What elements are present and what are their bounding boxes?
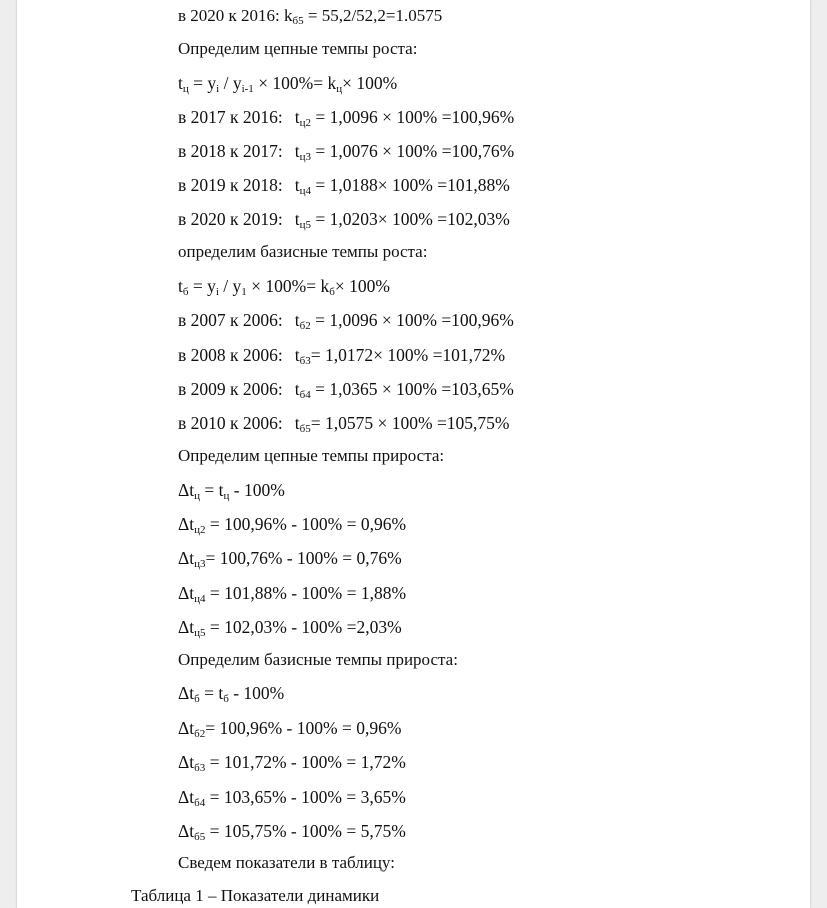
formula-line: в 2019 к 2018: $t_{ц4} = 1,0188\times 100\% =101,88\%$: [178, 175, 510, 197]
formula-line: в 2020 к 2019: $t_{ц5} = 1,0203\times 100\% =102,03\%$: [178, 209, 510, 231]
formula-line: $\Delta t_ц = t_ц - 100\%$: [178, 480, 285, 502]
formula-line: в 2018 к 2017: $t_{ц3} = 1,0076 \times 100\% =100,76\%$: [178, 141, 515, 163]
formula-line: в 2008 к 2006: $t_{б3}= 1,0172\times 100\% =101,72\%$: [178, 345, 506, 367]
formula-line: $t_б = y_i / y_1 \times 100\%= k_б\times 100\%$: [178, 276, 390, 298]
section-heading: Сведем показатели в таблицу:: [178, 853, 395, 872]
formula-line: $t_ц = y_i / y_{i-1} \times 100\%= k_ц\times 100\%$: [178, 73, 398, 95]
section-heading: Определим цепные темпы прироста:: [178, 446, 445, 465]
formula-line: $\Delta t_б = t_б - 100\%$: [178, 683, 285, 705]
formula-line: $\Delta t_{б4} = 103,65\% - 100\% = 3,65\%$: [178, 787, 406, 809]
section-heading: Определим базисные темпы прироста:: [178, 650, 458, 669]
formula-line: $\Delta t_{ц4} = 101,88\% - 100\% = 1,88\%$: [178, 583, 407, 605]
formula-line: в 2009 к 2006: $t_{б4} = 1,0365 \times 100\% =103,65\%$: [178, 379, 514, 401]
document-page: [17, 0, 810, 908]
formula-line: $\Delta t_{б5} = 105,75\% - 100\% = 5,75\%$: [178, 821, 406, 843]
formula-line: $\Delta t_{б3} = 101,72\% - 100\% = 1,72\%$: [178, 752, 406, 774]
formula-line: $\Delta t_{ц3}= 100,76\% - 100\% = 0,76\%$: [178, 548, 402, 570]
formula-line: $\Delta t_{ц5} = 102,03\% - 100\% =2,03\%$: [178, 617, 402, 639]
section-heading: Определим цепные темпы роста:: [178, 39, 418, 58]
formula-line: $\Delta t_{ц2} = 100,96\% - 100\% = 0,96\%$: [178, 514, 407, 536]
table-caption: Таблица 1 – Показатели динамики: [131, 886, 380, 905]
formula-line: $\Delta t_{б2}= 100,96\% - 100\% = 0,96\%$: [178, 718, 402, 740]
formula-line: в 2017 к 2016: $t_{ц2} = 1,0096 \times 100\% =100,96\%$: [178, 107, 515, 129]
section-heading: определим базисные темпы роста:: [178, 242, 428, 261]
formula-line: в 2007 к 2006: $t_{б2} = 1,0096 \times 100\% =100,96\%$: [178, 310, 514, 332]
text-line: в 2020 к 2016: $k_{б5} = 55,2/52,2=1.0575$: [178, 6, 443, 27]
formula-line: в 2010 к 2006: $t_{б5}= 1,0575 \times 100\% =105,75\%$: [178, 413, 510, 435]
